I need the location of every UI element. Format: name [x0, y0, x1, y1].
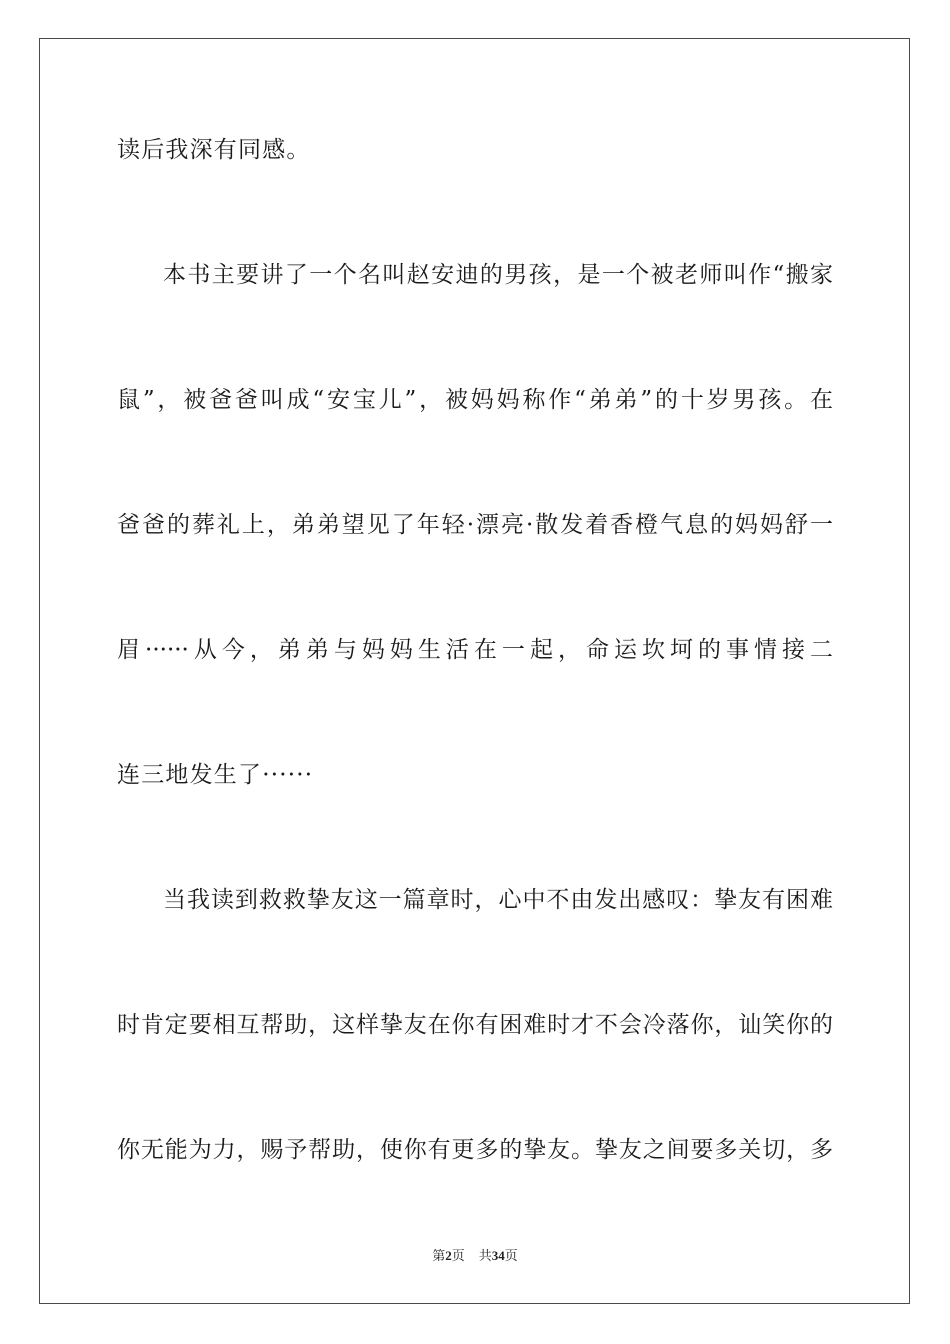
text-line-6: 连三地发生了······: [117, 762, 314, 788]
footer-page-prefix: 第: [432, 1249, 446, 1264]
footer-total-suffix: 页: [504, 1249, 518, 1264]
footer-page-number: 2: [445, 1248, 452, 1263]
page-border: [39, 38, 910, 1304]
text-line-7: 当我读到救救挚友这一篇章时，心中不由发出感叹：挚友有困难: [163, 887, 833, 913]
footer-page-suffix: 页: [451, 1249, 465, 1264]
text-line-5: 眉······从今，弟弟与妈妈生活在一起，命运坎坷的事情接二: [117, 637, 833, 663]
text-line-1: 读后我深有同感。: [117, 137, 311, 163]
footer-total-pages: 34: [491, 1248, 505, 1263]
footer-total-prefix: 共: [478, 1249, 492, 1264]
text-line-9: 你无能为力，赐予帮助，使你有更多的挚友。挚友之间要多关切，多: [117, 1137, 833, 1163]
page-footer: [0, 1248, 950, 1265]
text-line-4: 爸爸的葬礼上，弟弟望见了年轻·漂亮·散发着香橙气息的妈妈舒一: [117, 512, 833, 538]
text-line-3: 鼠”，被爸爸叫成“安宝儿”，被妈妈称作“弟弟”的十岁男孩。在: [117, 387, 833, 413]
text-line-8: 时肯定要相互帮助，这样挚友在你有困难时才不会冷落你，讪笑你的: [117, 1012, 833, 1038]
text-line-2: 本书主要讲了一个名叫赵安迪的男孩，是一个被老师叫作“搬家: [163, 262, 833, 288]
